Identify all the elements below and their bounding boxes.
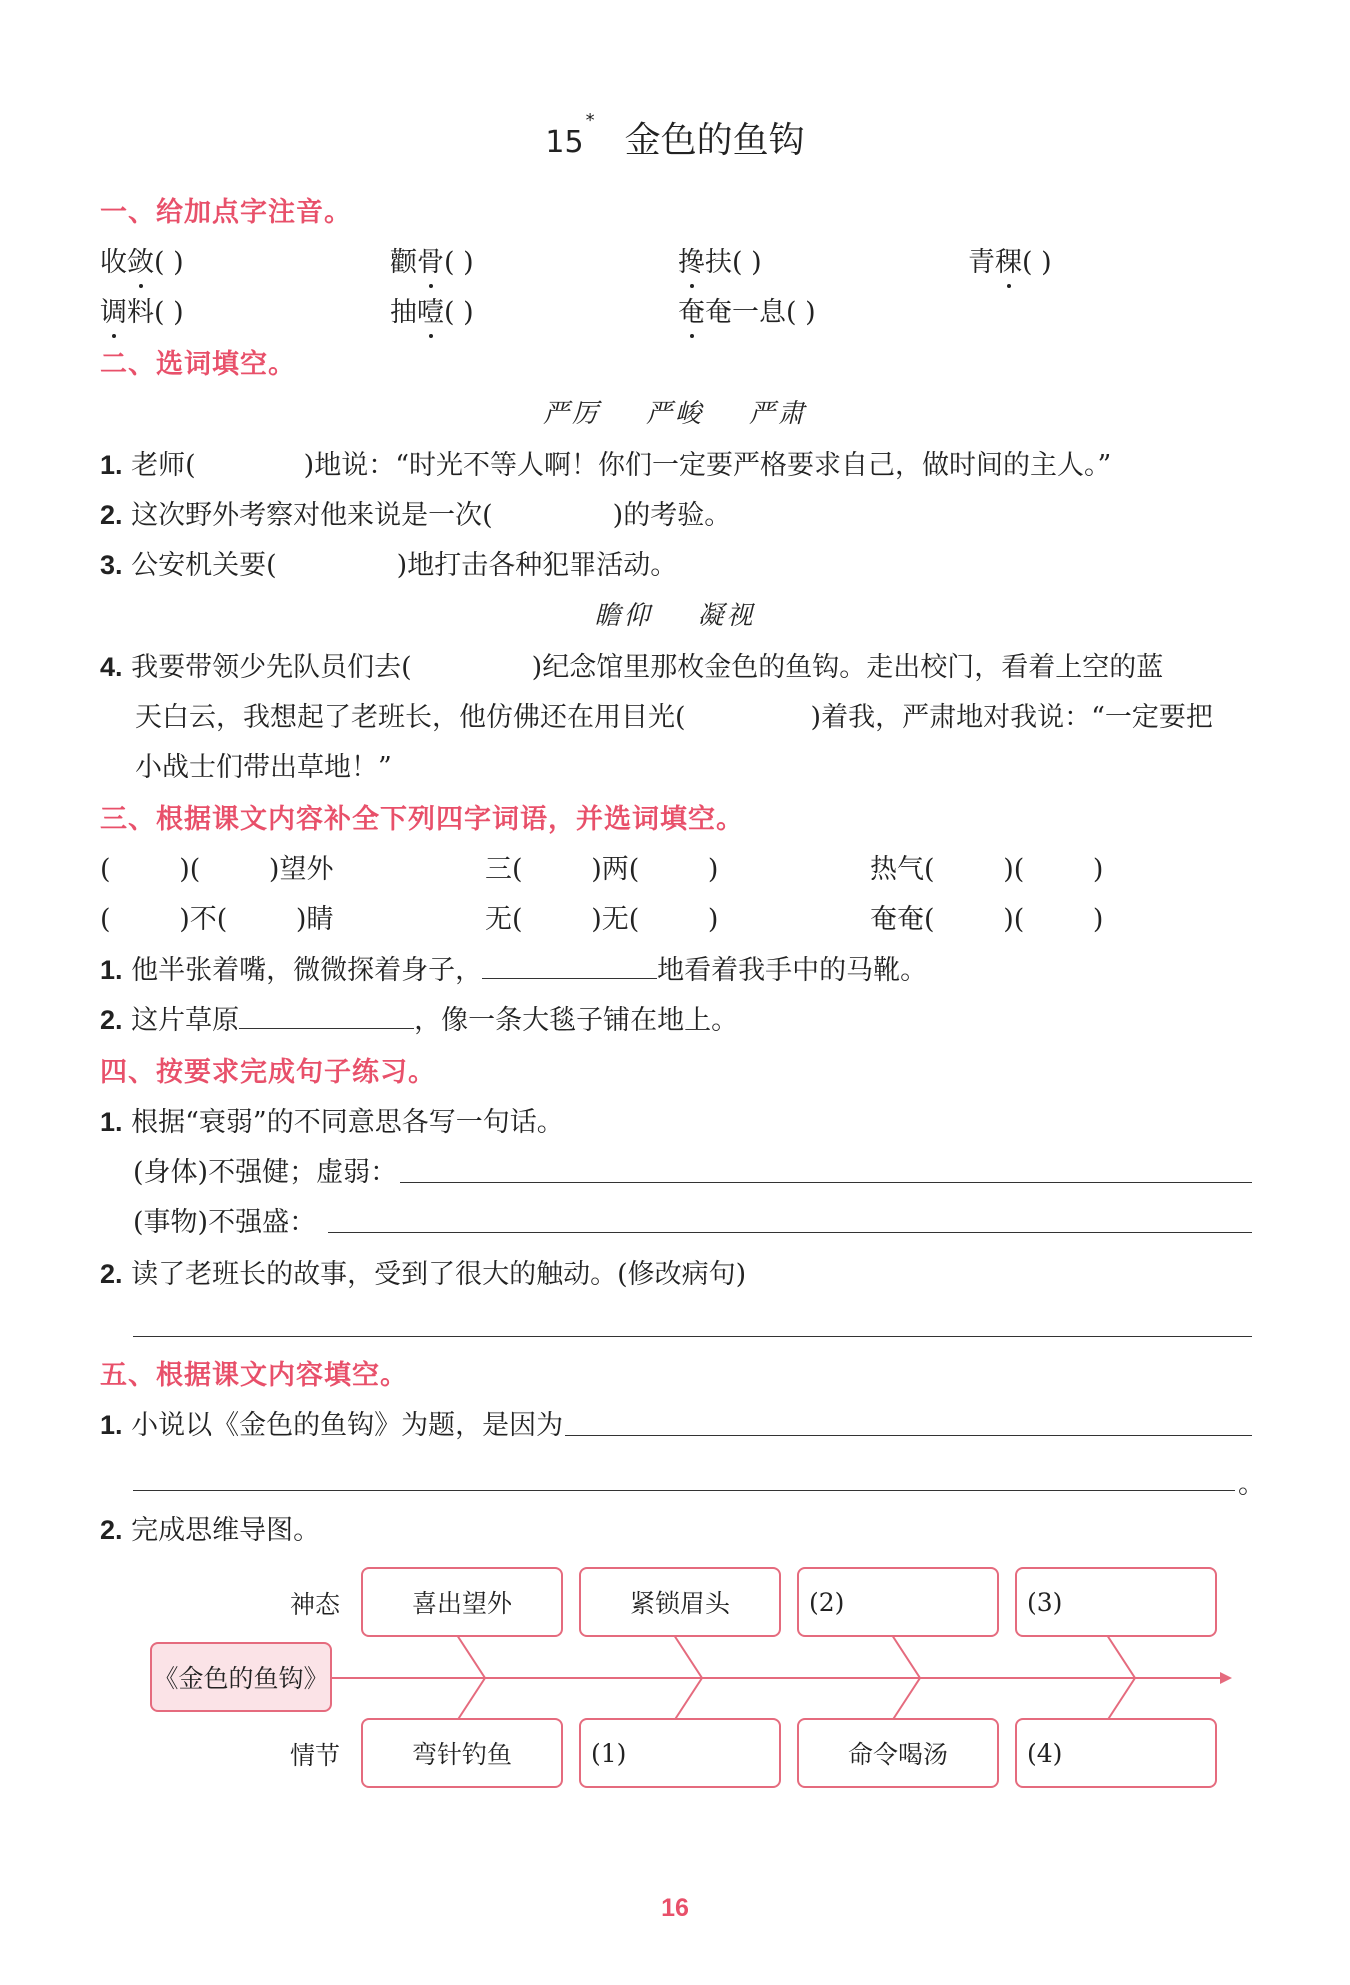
page-number: 16 [661, 1894, 689, 1922]
idiom-blank: 热气( )( ) [870, 854, 1104, 885]
mindmap-center-node: 《金色的鱼钩》 [150, 1642, 332, 1712]
question-4-1: 1. 根据“衰弱”的不同意思各写一句话。 [100, 1107, 564, 1138]
period-mark: 。 [1238, 1469, 1265, 1500]
word-options-1: 严厉 严峻 严肃 [542, 399, 808, 429]
mindmap-blank-node[interactable]: (4) [1015, 1718, 1217, 1788]
lesson-mark: * [585, 110, 595, 131]
question-3-2: 2. 这片草原 ，像一条大毯子铺在地上。 [100, 1005, 739, 1036]
idiom-blank: 奄奄( )( ) [870, 904, 1104, 935]
mindmap-node: 弯针钓鱼 [361, 1718, 563, 1788]
mindmap-blank-node[interactable]: (2) [797, 1567, 999, 1637]
section-5-heading: 五、根据课文内容填空。 [100, 1360, 408, 1391]
question-4-2: 2. 读了老班长的故事，受到了很大的触动。(修改病句) [100, 1259, 747, 1290]
question-2-2: 2. 这次野外考察对他来说是一次( )的考验。 [100, 500, 732, 531]
mindmap-node: 紧锁眉头 [579, 1567, 781, 1637]
question-2-1: 1. 老师( )地说：“时光不等人啊！你们一定要严格要求自己，做时间的主人。” [100, 450, 1112, 481]
word-options-2: 瞻仰 凝视 [594, 601, 756, 631]
mindmap-bottom-label: 情节 [290, 1741, 341, 1770]
section-4-heading: 四、按要求完成句子练习。 [100, 1057, 436, 1088]
pinyin-item: 青稞( ) [968, 240, 1052, 279]
pinyin-item: 搀扶( ) [678, 240, 762, 279]
question-2-4-line2: 天白云，我想起了老班长，他仿佛还在用目光( )着我，严肃地对我说：“一定要把 [135, 702, 1213, 733]
question-4-1a: (身体)不强健；虚弱： [133, 1157, 398, 1188]
question-2-3: 3. 公安机关要( )地打击各种犯罪活动。 [100, 550, 678, 581]
idiom-blank: 三( )两( ) [485, 854, 719, 885]
mindmap-node: 喜出望外 [361, 1567, 563, 1637]
pinyin-item: 抽噎( ) [390, 290, 474, 329]
section-3-heading: 三、根据课文内容补全下列四字词语，并选词填空。 [100, 804, 744, 835]
question-2-4: 4. 我要带领少先队员们去( )纪念馆里那枚金色的鱼钩。走出校门，看着上空的蓝 [100, 652, 1164, 683]
lesson-title-text: 金色的鱼钩 [624, 120, 805, 161]
question-2-4-line3: 小战士们带出草地！” [135, 752, 392, 783]
idiom-blank: ( )( )望外 [100, 854, 334, 885]
question-3-1: 1. 他半张着嘴，微微探着身子， 地看着我手中的马靴。 [100, 955, 928, 986]
mindmap-blank-node[interactable]: (3) [1015, 1567, 1217, 1637]
question-5-1: 1. 小说以《金色的鱼钩》为题，是因为 [100, 1410, 564, 1441]
lesson-number: 15 [545, 125, 584, 160]
idiom-blank: 无( )无( ) [485, 904, 719, 935]
section-1-heading: 一、给加点字注音。 [100, 197, 352, 228]
mindmap-blank-node[interactable]: (1) [579, 1718, 781, 1788]
question-4-1b: (事物)不强盛： [133, 1207, 317, 1238]
mindmap-node: 命令喝汤 [797, 1718, 999, 1788]
pinyin-item: 收敛( ) [100, 240, 184, 279]
idiom-blank: ( )不( )睛 [100, 904, 334, 935]
pinyin-item: 调料( ) [100, 290, 184, 329]
mindmap-top-label: 神态 [290, 1590, 341, 1619]
pinyin-item: 奄奄一息( ) [678, 290, 816, 329]
arrow-head-icon [1220, 1672, 1232, 1684]
question-5-2: 2. 完成思维导图。 [100, 1515, 321, 1546]
pinyin-item: 颧骨( ) [390, 240, 474, 279]
section-2-heading: 二、选词填空。 [100, 349, 296, 380]
